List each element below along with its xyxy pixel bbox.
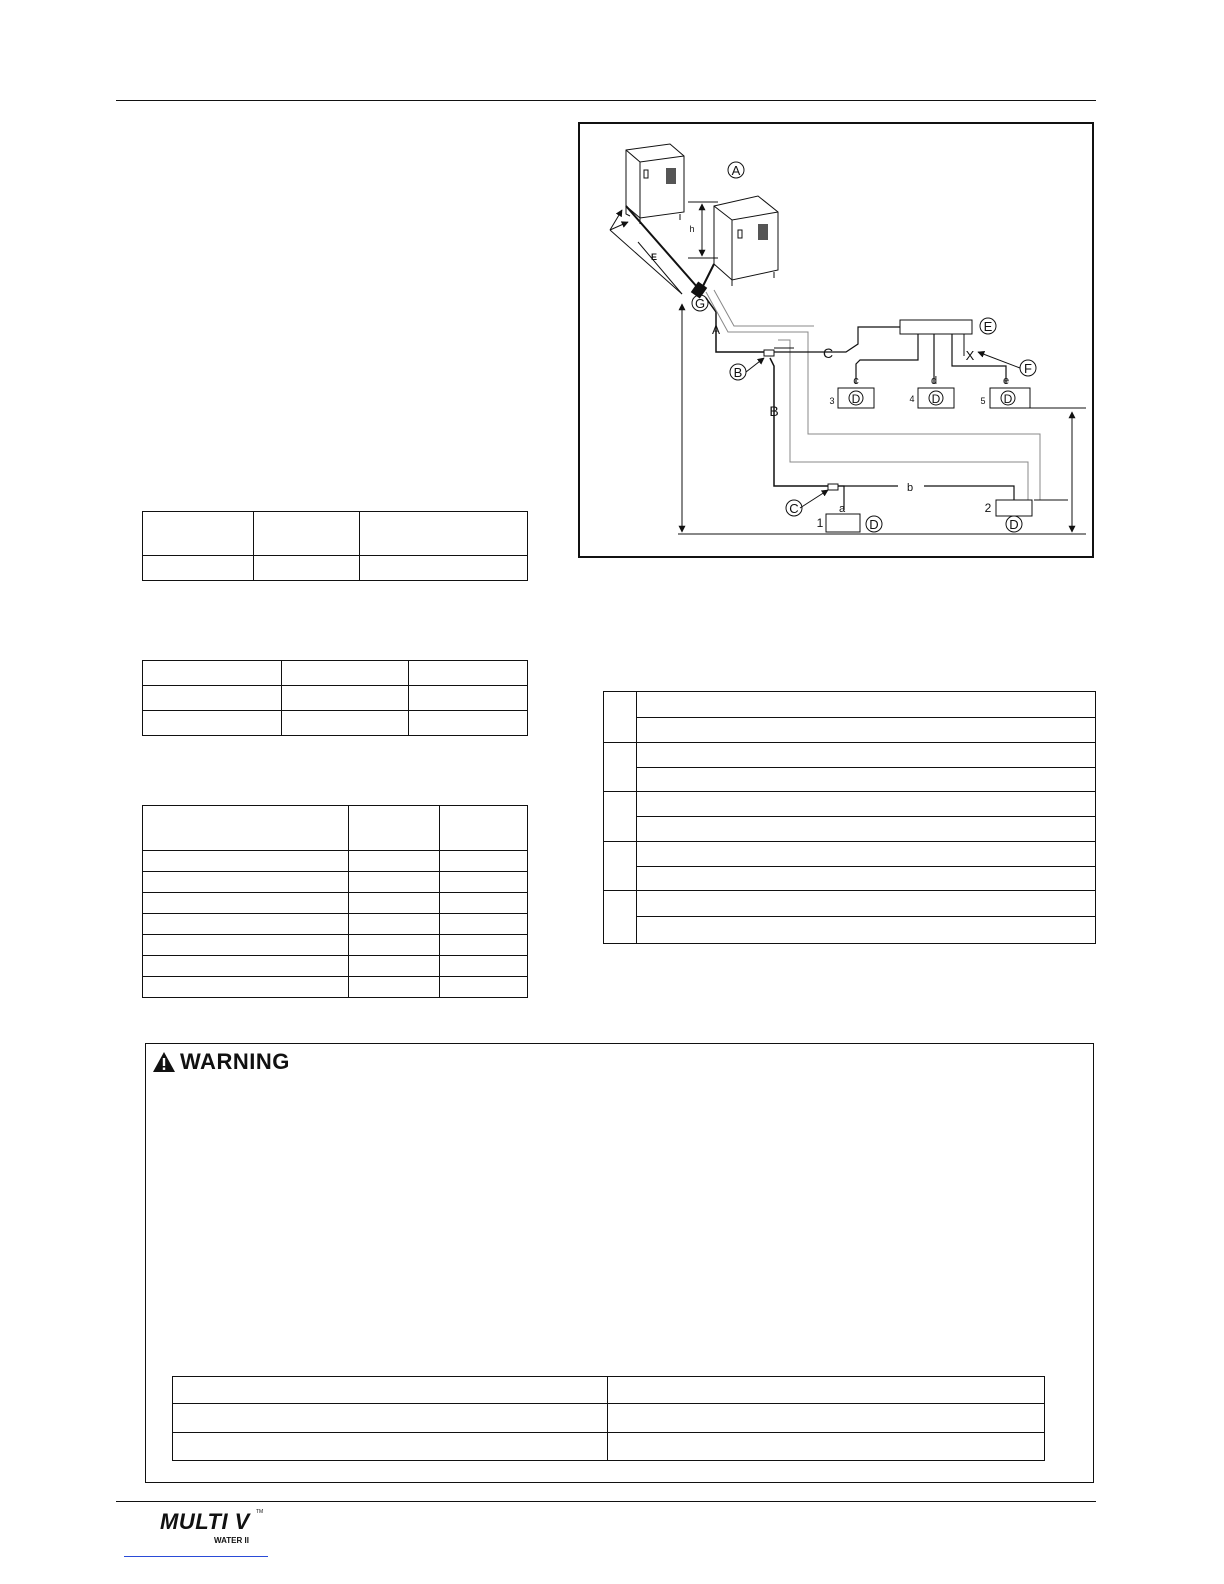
label-e: e [1002, 375, 1010, 387]
label-E: E [650, 252, 658, 262]
callout-D-5: D [1003, 392, 1013, 406]
multi-v-water-logo [160, 1509, 264, 1545]
table-3 [142, 805, 528, 998]
label-B: B [769, 403, 779, 419]
warning-heading [152, 1049, 290, 1075]
label-X: X [965, 348, 975, 363]
label-h: h [689, 224, 695, 234]
unit-number-3: 3 [829, 396, 835, 406]
legend-table [603, 691, 1096, 944]
outdoor-unit-1 [626, 144, 684, 224]
callout-D-4: D [931, 392, 941, 406]
callout-D-2: D [1009, 517, 1019, 532]
logo-main-text: MULTI V [160, 1509, 250, 1534]
unit-number-1: 1 [816, 516, 824, 530]
warning-table [172, 1376, 1045, 1461]
header-rule [116, 100, 1096, 101]
warning-title: WARNING [180, 1049, 290, 1074]
logo-sub-text: WATER II [214, 1536, 249, 1545]
footer-link-underline[interactable] [124, 1556, 268, 1557]
unit-number-2: 2 [984, 501, 992, 515]
callout-F: F [1024, 361, 1032, 376]
label-a: a [838, 503, 846, 515]
label-A: A [711, 323, 721, 337]
callout-B: B [733, 365, 743, 380]
label-d: d [930, 375, 938, 387]
callout-D-3: D [851, 392, 861, 406]
logo-tm: TM [256, 1509, 264, 1515]
label-c: c [853, 375, 859, 387]
piping-diagram [578, 122, 1094, 558]
callout-C: C [789, 501, 799, 516]
table-1 [142, 511, 528, 581]
callout-D-1: D [869, 517, 879, 532]
label-b: b [906, 482, 914, 494]
table-2 [142, 660, 528, 736]
label-C: C [822, 345, 834, 361]
warning-triangle-icon [152, 1051, 176, 1073]
unit-number-5: 5 [980, 396, 986, 406]
callout-E: E [983, 319, 993, 334]
outdoor-unit-2 [714, 196, 778, 286]
callout-A: A [731, 163, 741, 178]
footer-rule [116, 1501, 1096, 1502]
unit-number-4: 4 [909, 394, 915, 404]
callout-G: G [694, 296, 706, 311]
